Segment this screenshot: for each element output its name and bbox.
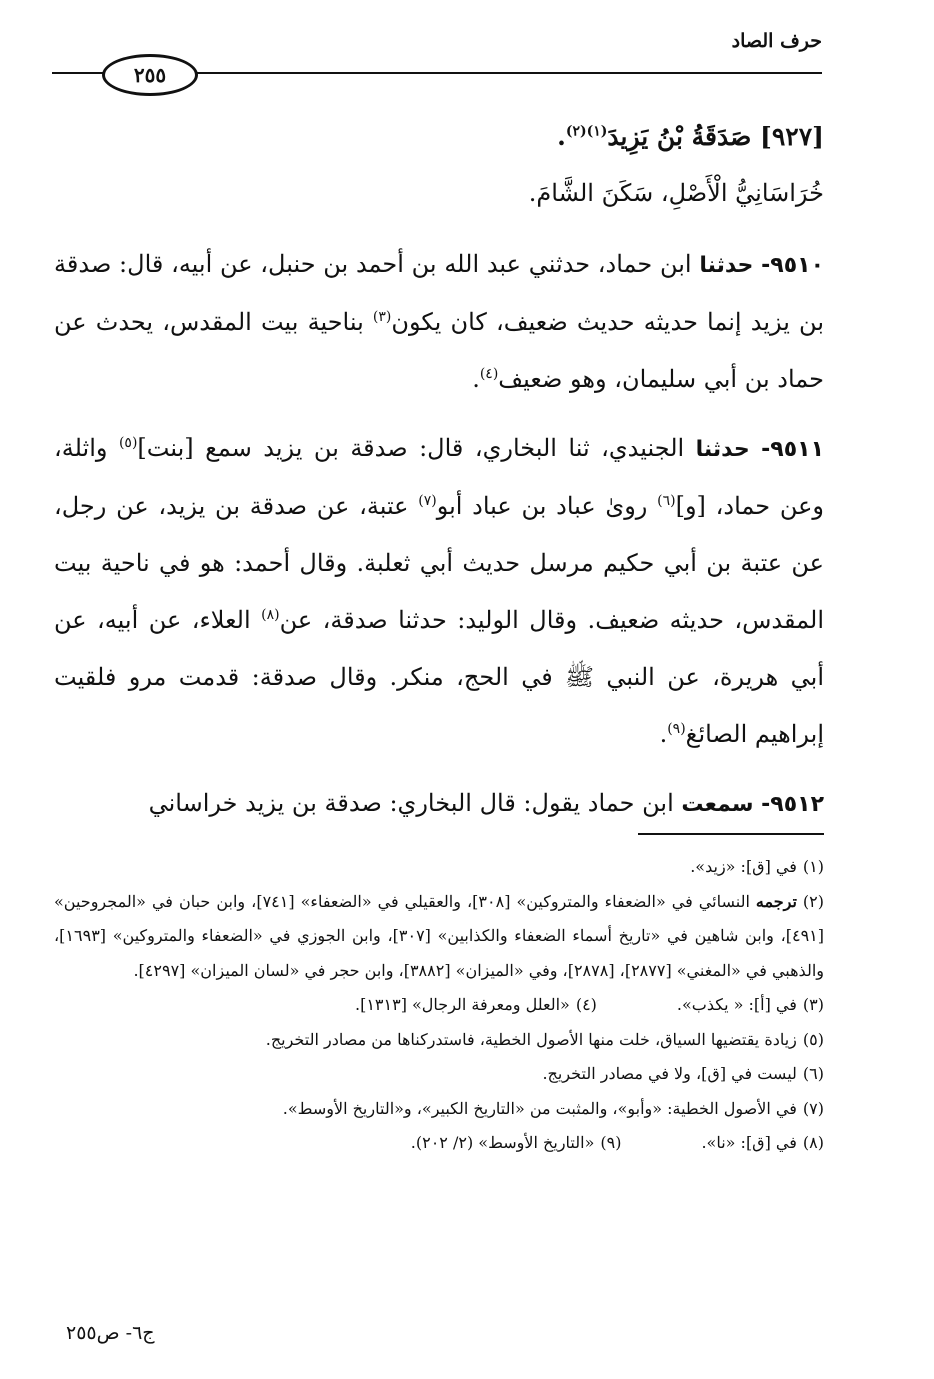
- main-text: [54, 108, 824, 845]
- paragraph-9510: [54, 236, 824, 408]
- entry-origin: خُرَاسَانِيُّ الْأَصْلِ، سَكَنَ الشَّامَ.: [528, 179, 824, 207]
- footnote-separator: [638, 833, 824, 835]
- footnote-text: ليست في [ق]، ولا في مصادر التخريج.: [542, 1064, 797, 1083]
- footnote-number: (٥): [802, 1029, 824, 1049]
- entry-title-end: .: [557, 122, 566, 151]
- page-number-badge: [102, 54, 198, 96]
- paragraph-text: روىٰ عباد بن عباد أبو: [436, 492, 658, 520]
- footnote-ref-7[interactable]: (٧): [418, 493, 437, 509]
- footnote-6: [54, 1057, 824, 1092]
- footnote-bold-word: ترجمه: [755, 891, 797, 911]
- footnote-ref-8[interactable]: (٨): [261, 607, 280, 623]
- running-head: حرف الصاد: [731, 30, 822, 52]
- entry-title-text: [٩٢٧] صَدَقَةُ بْنُ يَزِيدَ: [607, 122, 824, 151]
- footnote-2: [54, 885, 824, 989]
- footnote-ref-6[interactable]: (٦): [657, 493, 676, 509]
- page-number: ٢٥٥: [133, 63, 167, 87]
- footnote-number: (٦): [802, 1064, 824, 1083]
- footnote-number: (٩): [600, 1133, 622, 1152]
- footnote-row-8-9: [54, 1126, 824, 1161]
- footnote-text: في الأصول الخطية: «وأبو»، والمثبت من «التاريخ الكبير»، و«التاريخ الأوسط».: [282, 1098, 797, 1118]
- footnote-text: زيادة يقتضيها السياق، خلت منها الأصول الخطية، فاستدركناها من مصادر التخريج.: [265, 1029, 797, 1049]
- footnote-3: [677, 988, 824, 1023]
- paragraph-text: واثلة، وعن حماد، [و]: [54, 434, 824, 520]
- footnote-number: (١): [802, 857, 824, 876]
- footnote-ref-9[interactable]: (٩): [667, 721, 686, 737]
- footnote-text: «التاريخ الأوسط» (٢/ ٢٠٢).: [410, 1133, 595, 1152]
- footnote-5: [54, 1023, 824, 1058]
- paragraph-lead: ٩٥١١- حدثنا: [695, 437, 825, 462]
- footnote-9: [411, 1126, 622, 1161]
- paragraph-text: .: [472, 365, 480, 393]
- paragraph-9512: [54, 775, 824, 833]
- footnote-ref-5[interactable]: (٥): [118, 435, 138, 451]
- paragraph-text: عتبة، عن صدقة بن يزيد، عن رجل، عن عتبة بن أبي حكيم مرسل حديث أبي ثعلبة. وقال أحمد: هو في ناحية بيت المقدس، حديثه ضعيف. وقال الوليد: حدثنا صدقة، عن: [54, 492, 824, 634]
- footnote-text: في [ق]: «نا».: [701, 1133, 797, 1152]
- footnote-text: في [ق]: «زيد».: [690, 857, 797, 876]
- footnote-ref-4[interactable]: (٤): [479, 366, 499, 382]
- paragraph-text: ابن حماد يقول: قال البخاري: صدقة بن يزيد خراساني: [148, 789, 682, 817]
- footnote-7: [54, 1092, 824, 1127]
- footnote-number: (٧): [802, 1098, 824, 1118]
- paragraph-9511: [54, 420, 824, 763]
- paragraph-lead: ٩٥١٠- حدثنا: [699, 253, 824, 278]
- footnote-row-3-4: [54, 988, 824, 1023]
- footnote-number: (٨): [802, 1133, 824, 1152]
- footnotes: [54, 850, 824, 1161]
- entry-title-footnote-refs[interactable]: (١)(٢): [565, 123, 608, 140]
- footnote-number: (٤): [575, 995, 597, 1014]
- paragraph-text: العلاء، عن أبيه، عن أبي هريرة، عن النبي ﷺ في الحج، منكر. وقال صدقة: قدمت مرو فلقيت إبراهيم الصائغ: [54, 606, 824, 748]
- footnote-ref-3[interactable]: (٣): [372, 309, 392, 325]
- paragraph-text: .: [659, 720, 668, 748]
- footnote-4: [355, 988, 597, 1023]
- footnote-number: (٢): [802, 891, 825, 911]
- footnote-text: النسائي في «الضعفاء والمتروكين» [٣٠٨]، والعقيلي في «الضعفاء» [٧٤١]، وابن حبان في «المجروحين» [٤٩١]، وابن شاهين في «تاريخ أسماء الضعفاء والكذابين» [٣٠٧]، وابن الجوزي في «الضعفاء والمتروكين» [١٦٩٣]، والذهبي في «المغني» [٢٨٧٧]، [٢٨٧٨]، وفي «الميزان» [٣٨٨٢]، وابن حجر في «لسان الميزان» [٤٢٩٧].: [54, 891, 824, 980]
- paragraph-lead: ٩٥١٢- سمعت: [681, 792, 824, 817]
- paragraph-text: ابن حماد، حدثني عبد الله بن أحمد بن حنبل، عن أبيه، قال: صدقة بن يزيد إنما حديثه حديث ضعيف، كان يكون: [54, 250, 824, 336]
- footnote-8: [701, 1126, 824, 1161]
- footnote-1: [54, 850, 824, 885]
- footnote-text: في [أ]: « يكذب».: [676, 995, 797, 1014]
- paragraph-text: الجنيدي، ثنا البخاري، قال: صدقة بن يزيد سمع [بنت]: [137, 434, 696, 462]
- volume-page-marker: ج٦- ص٢٥٥: [66, 1322, 155, 1344]
- footnote-text: «العلل ومعرفة الرجال» [١٣١٣].: [354, 995, 570, 1014]
- footnote-number: (٣): [802, 995, 824, 1014]
- entry-title: [54, 108, 824, 165]
- paragraph-text: بناحية بيت المقدس، يحدث عن حماد بن أبي سليمان، وهو ضعيف: [54, 308, 824, 393]
